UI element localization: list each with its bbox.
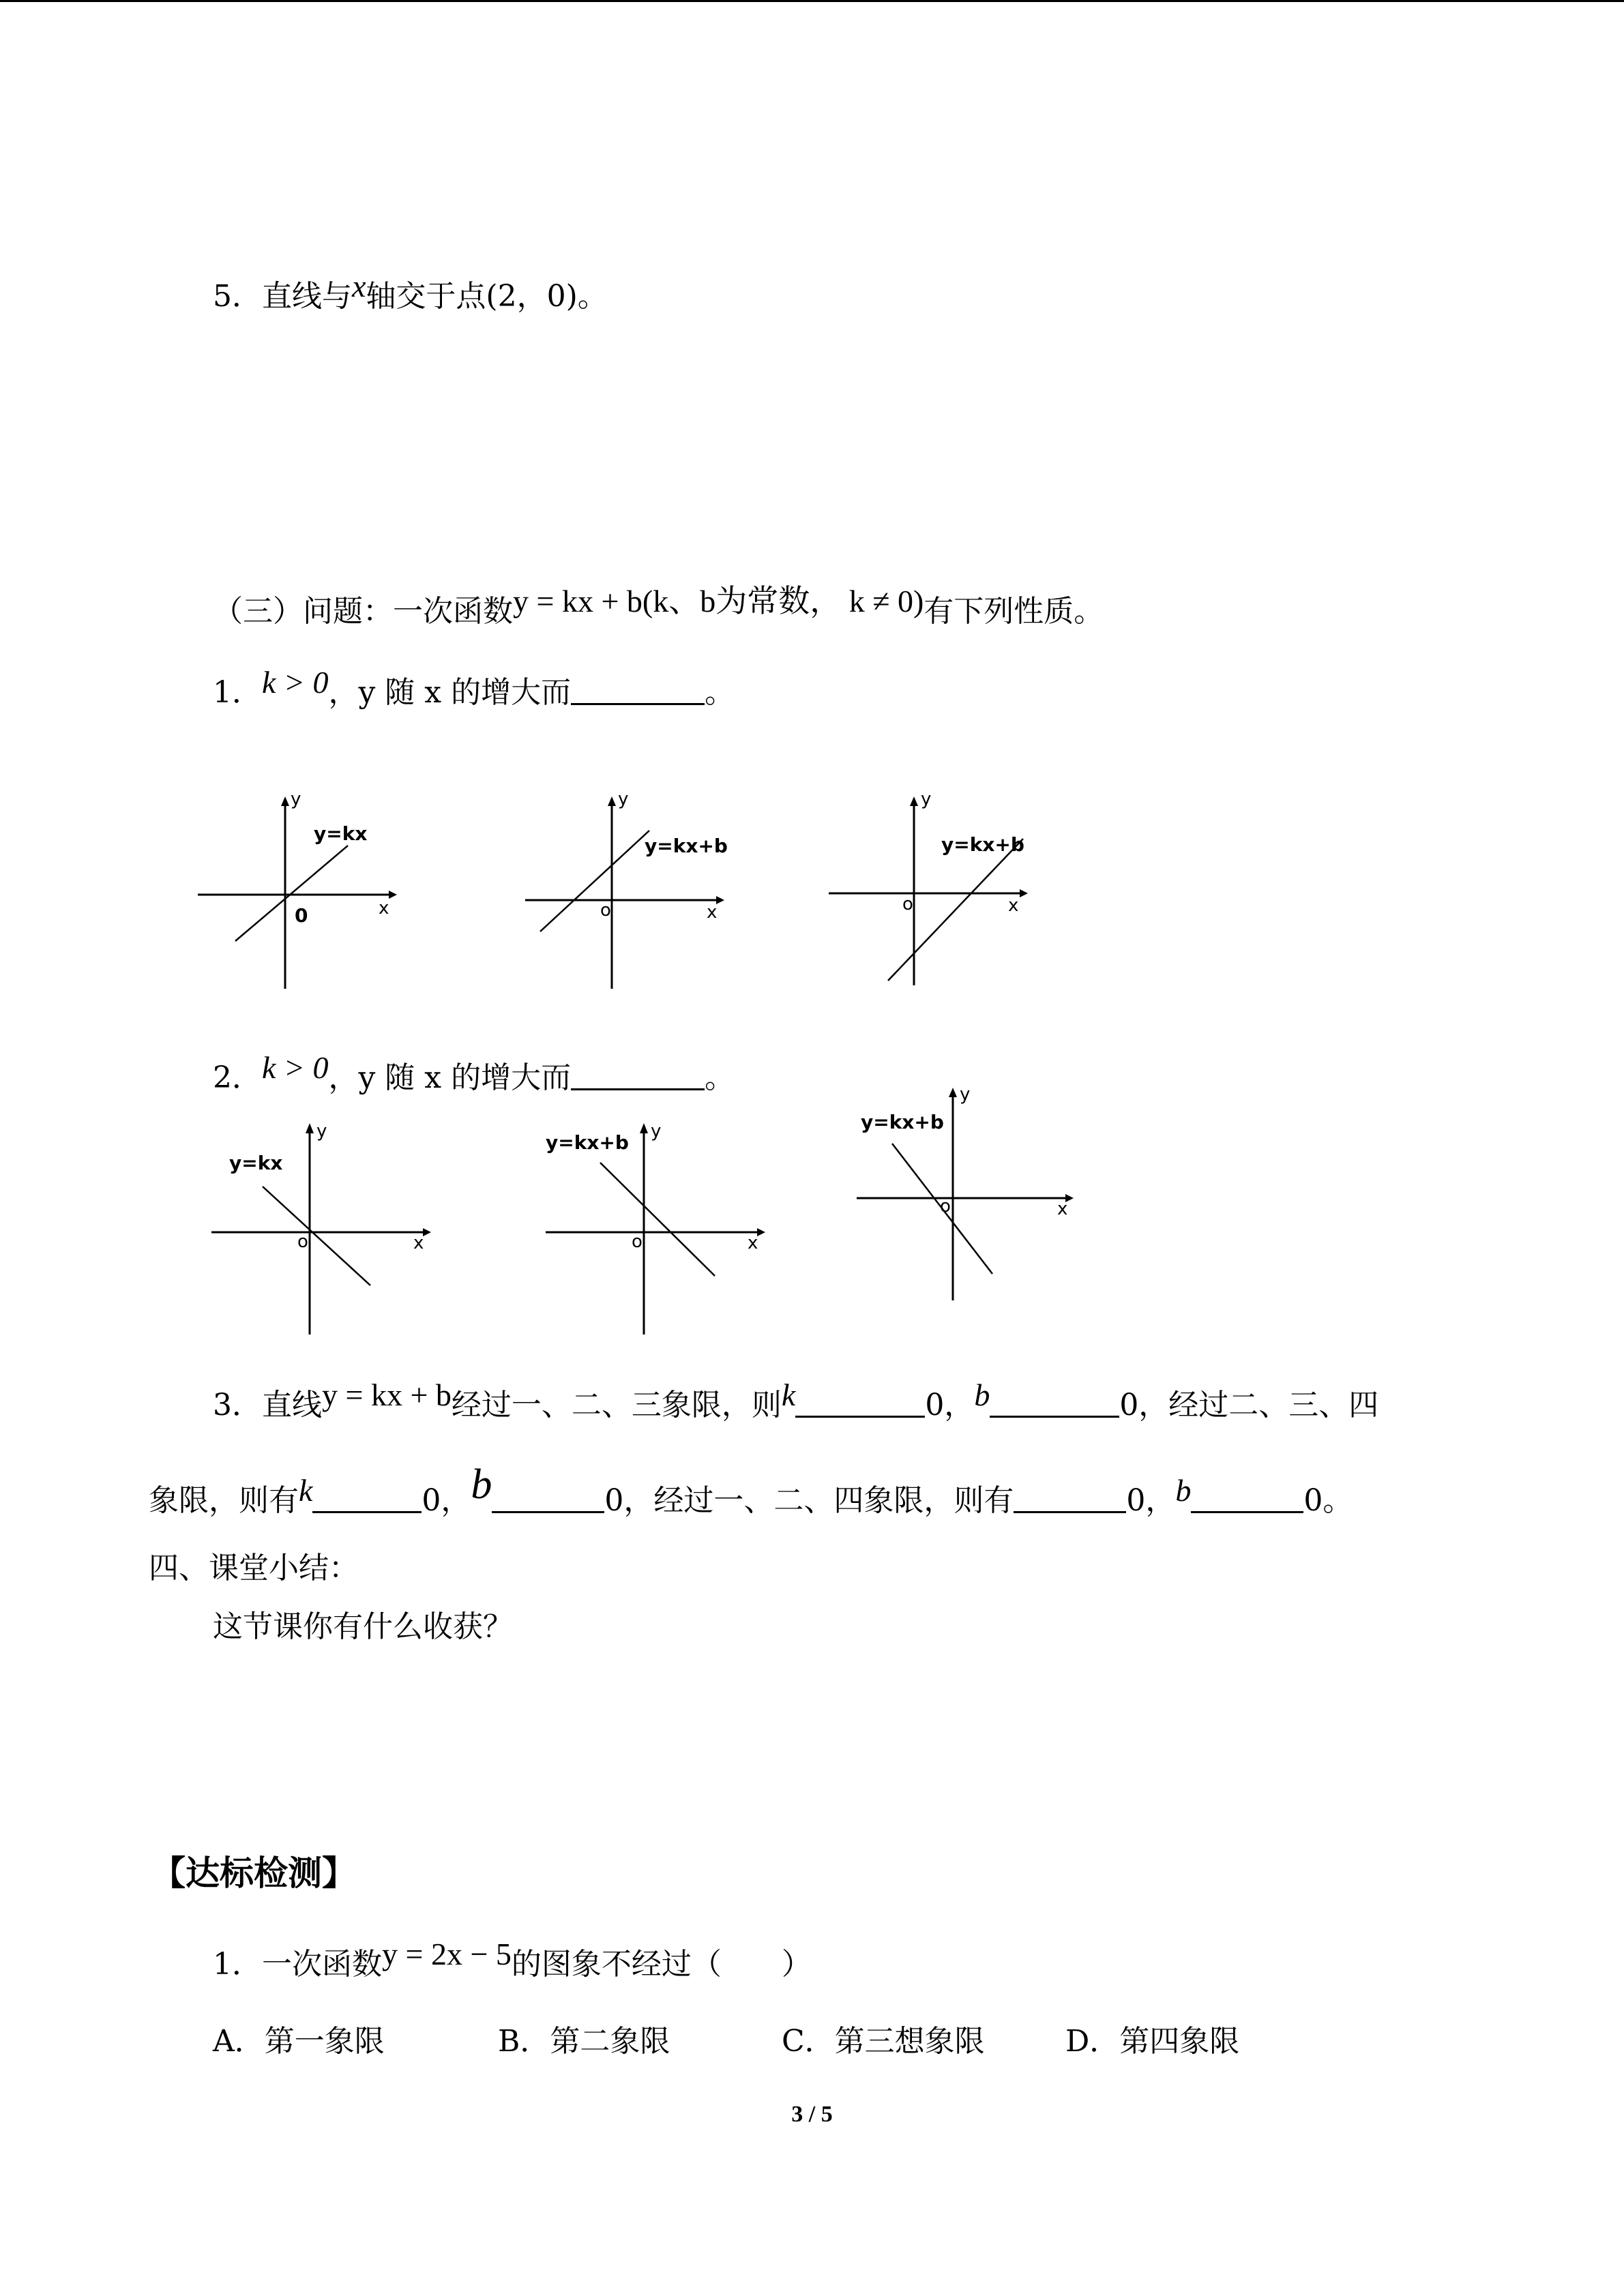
item-text: 0， (1126, 1483, 1176, 1518)
item-number: 1． (213, 675, 262, 710)
x-label: x (707, 902, 718, 923)
math-var: k (299, 1473, 313, 1508)
page-number: 3 / 5 (791, 2102, 833, 2127)
y-label: y (291, 789, 301, 809)
y-label: y (960, 1084, 971, 1105)
equation-label: y=kx (229, 1152, 283, 1174)
option-b[interactable]: B．第二象限 (498, 2024, 670, 2059)
question-text: 的图象不经过（ ） (511, 1947, 812, 1982)
function-line (263, 1187, 370, 1285)
x-arrow (1020, 889, 1028, 897)
item-5 (213, 269, 608, 317)
question-line (213, 584, 1104, 632)
answer-blank[interactable] (1014, 1484, 1126, 1513)
y-label: y (618, 789, 629, 809)
y-arrow (306, 1123, 314, 1133)
item-number: 3． (213, 1388, 262, 1422)
x-arrow (423, 1228, 431, 1236)
function-line (600, 1163, 715, 1276)
math-var: x (352, 269, 366, 303)
y-arrow (910, 796, 918, 806)
y-arrow (281, 796, 289, 806)
property-3-line-2 (149, 1461, 1353, 1521)
function-line (540, 831, 649, 931)
x-arrow (389, 891, 397, 899)
top-rule (0, 0, 1624, 2)
graph-decreasing-1 (205, 1115, 437, 1340)
x-arrow (757, 1228, 765, 1236)
property-1 (213, 665, 735, 713)
property-3-line-1 (213, 1377, 1379, 1426)
x-label: x (748, 1233, 758, 1253)
graph-decreasing-3 (853, 1081, 1084, 1306)
math-var: b (471, 1461, 492, 1508)
item-text: 。 (705, 675, 735, 710)
graph-increasing-2 (518, 791, 737, 996)
equation-label: y=kx (314, 822, 368, 845)
test-question-1 (213, 1937, 812, 1985)
graph-increasing-1 (191, 791, 409, 996)
equation-label: y=kx+b (861, 1111, 944, 1133)
option-a[interactable]: A．第一象限 (213, 2024, 385, 2059)
equation-label: y=kx+b (941, 833, 1024, 856)
x-label: x (1057, 1199, 1068, 1219)
item-text: 0，经过二、三、四 (1119, 1388, 1379, 1422)
item-text: ，y 随 x 的增大而 (328, 675, 572, 710)
item-text: 0，经过一、二、四象限，则有 (604, 1483, 1014, 1518)
item-text: 0， (925, 1388, 975, 1422)
item-text: 0， (422, 1483, 471, 1518)
y-label: y (316, 1121, 327, 1142)
option-c[interactable]: C．第三想象限 (782, 2024, 985, 2059)
answer-blank[interactable] (1191, 1484, 1303, 1513)
origin-label: 0 (295, 904, 308, 927)
item-text: 轴交于点(2，0)。 (366, 279, 608, 314)
summary-heading: 四、课堂小结： (149, 1551, 359, 1585)
item-number: 2． (213, 1060, 262, 1095)
function-line (235, 846, 348, 941)
answer-blank[interactable] (492, 1484, 604, 1513)
graph-increasing-3 (825, 791, 1044, 996)
question-text: （三）问题：一次函数 (213, 594, 513, 629)
x-label: x (379, 898, 389, 919)
answer-blank[interactable] (571, 1061, 705, 1090)
y-arrow (608, 796, 616, 806)
math-condition: k > 0 (262, 1050, 329, 1085)
item-text: 经过一、二、三象限，则 (451, 1388, 782, 1422)
math-condition: k > 0 (262, 665, 329, 700)
math-var: b (1175, 1473, 1192, 1508)
graph-decreasing-2 (539, 1115, 771, 1340)
origin-label: o (600, 900, 611, 921)
x-arrow (716, 896, 724, 904)
item-text: ，y 随 x 的增大而 (328, 1060, 572, 1095)
item-text: 。 (705, 1060, 735, 1095)
summary-question: 这节课你有什么收获？ (213, 1609, 513, 1644)
question-formula: y = kx + b(k、b为常数， k ≠ 0) (513, 584, 924, 618)
item-text: 直线与 (262, 279, 352, 314)
question-text: 有下列性质。 (924, 594, 1104, 629)
origin-label: o (902, 894, 913, 914)
item-number: 5． (213, 279, 262, 314)
item-text: 象限，则有 (149, 1483, 299, 1518)
math-formula: y = kx + b (322, 1377, 452, 1412)
answer-blank[interactable] (571, 676, 705, 705)
test-heading: 【达标检测】 (151, 1853, 356, 1893)
equation-label: y=kx+b (546, 1131, 629, 1154)
y-arrow (640, 1123, 648, 1133)
y-arrow (949, 1088, 957, 1097)
property-2 (213, 1050, 735, 1099)
question-text: 1．一次函数 (213, 1947, 382, 1982)
x-label: x (1008, 895, 1019, 916)
answer-blank[interactable] (312, 1484, 422, 1513)
y-label: y (921, 789, 932, 809)
equation-label: y=kx+b (645, 835, 728, 857)
math-formula: y = 2x − 5 (382, 1937, 512, 1971)
option-d[interactable]: D．第四象限 (1065, 2024, 1240, 2059)
math-var: b (974, 1377, 990, 1412)
item-text: 0。 (1303, 1483, 1353, 1518)
origin-label: o (297, 1232, 308, 1252)
origin-label: o (940, 1196, 951, 1217)
x-label: x (413, 1233, 424, 1253)
answer-blank[interactable] (795, 1388, 925, 1418)
answer-blank[interactable] (990, 1388, 1119, 1418)
math-var: k (781, 1377, 796, 1412)
y-label: y (651, 1121, 662, 1142)
origin-label: o (632, 1232, 643, 1252)
item-text: 直线 (262, 1388, 322, 1422)
